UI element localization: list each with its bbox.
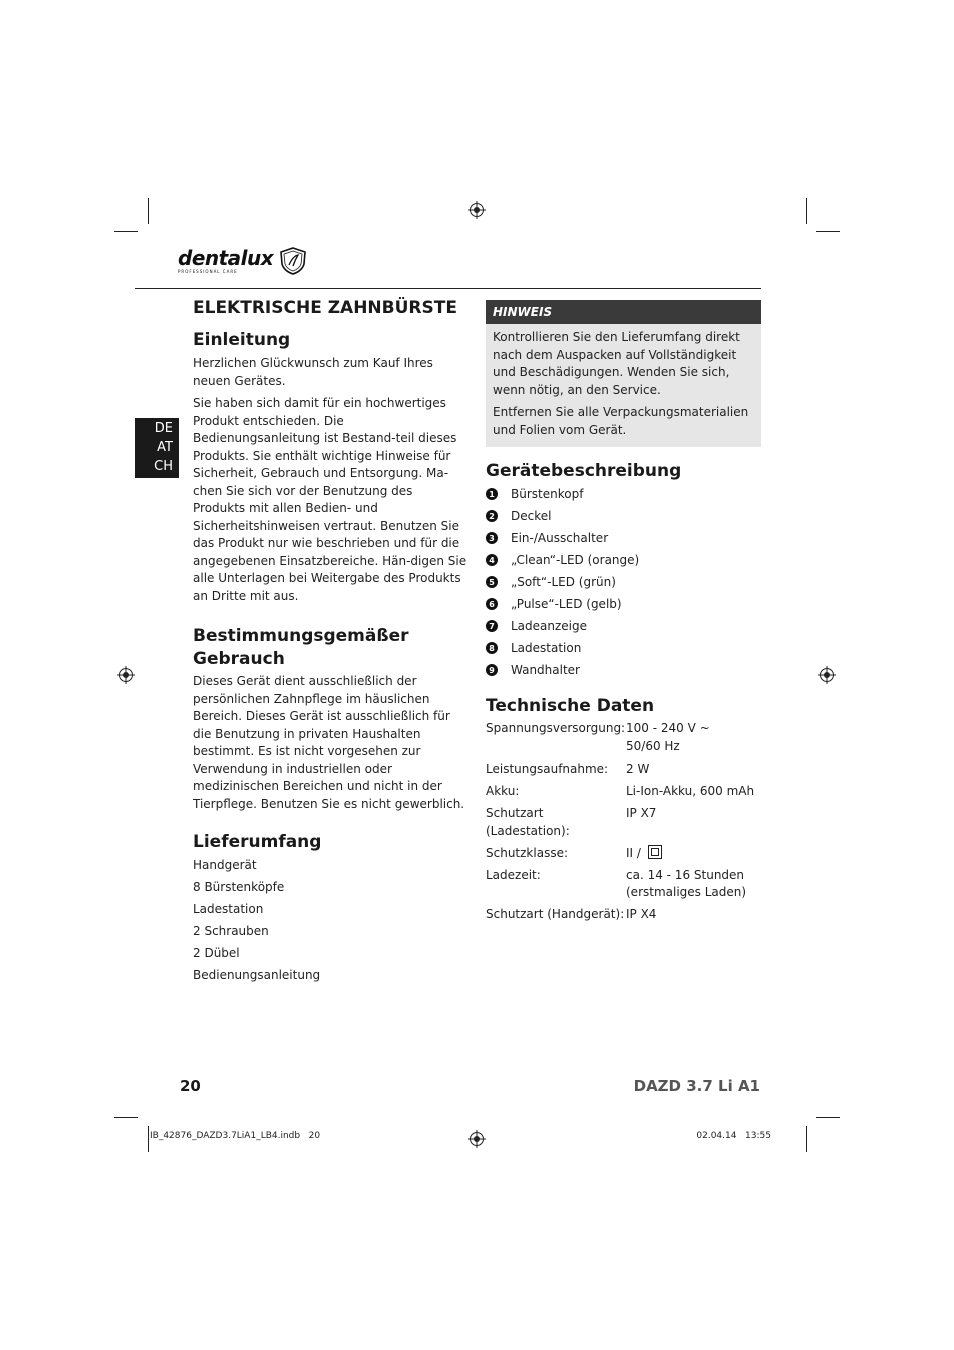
spec-row (486, 805, 761, 840)
list-item: 8 Bürstenköpfe (193, 880, 285, 894)
list-item (486, 549, 761, 571)
crop-mark (806, 1126, 807, 1152)
list-item (486, 637, 761, 659)
logo-wordmark: dentalux (178, 246, 274, 270)
spec-value (626, 867, 761, 902)
part-label: Ladeanzeige (511, 619, 588, 633)
model-number: DAZD 3.7 Li A1 (633, 1077, 760, 1095)
note-heading: HINWEIS (486, 300, 761, 324)
specs-heading: Technische Daten (486, 696, 655, 716)
spec-value-line: ca. 14 - 16 Stunden (626, 867, 745, 882)
crop-mark (114, 1117, 138, 1118)
crop-mark (816, 1117, 840, 1118)
page-number: 20 (180, 1077, 201, 1095)
registration-mark-icon (468, 1130, 486, 1148)
spec-value: 2 W (626, 762, 650, 776)
spec-label: Schutzart (Handgerät): (486, 907, 625, 921)
specs-table (486, 720, 761, 924)
spec-label: Leistungsaufnahme: (486, 762, 609, 776)
number-badge: 5 (486, 576, 498, 588)
number-badge: 6 (486, 598, 498, 610)
number-badge: 1 (486, 488, 498, 500)
list-item (486, 615, 761, 637)
registration-mark-icon (818, 666, 836, 684)
page-title: ELEKTRISCHE ZAHNBÜRSTE (193, 298, 457, 318)
spec-row (486, 783, 761, 801)
list-item: Handgerät (193, 858, 257, 872)
logo-subtext: PROFESSIONAL CARE (178, 269, 238, 274)
crop-mark (148, 1126, 149, 1152)
crop-mark (806, 198, 807, 224)
spec-value: IP X7 (626, 806, 657, 820)
shield-logo-icon (278, 246, 308, 276)
list-item: Ladestation (193, 902, 264, 916)
brand-logo (178, 246, 308, 276)
spec-row (486, 720, 761, 755)
number-badge: 8 (486, 642, 498, 654)
spec-value: IP X4 (626, 907, 657, 921)
registration-mark-icon (468, 201, 486, 219)
left-column (193, 296, 468, 986)
list-item (486, 593, 761, 615)
parts-heading: Gerätebeschreibung (486, 461, 682, 481)
spec-label: Akku: (486, 784, 520, 798)
part-label: Deckel (511, 509, 552, 523)
intro-paragraph-1: Herzlichen Glückwunsch zum Kauf Ihres neuen Gerätes. (193, 356, 433, 388)
list-item (486, 659, 761, 681)
list-item: 2 Dübel (193, 946, 240, 960)
part-label: „Soft“-LED (grün) (511, 575, 616, 589)
number-badge: 2 (486, 510, 498, 522)
usage-heading-line1: Bestimmungsgemäßer (193, 626, 409, 646)
list-item: 2 Schrauben (193, 924, 269, 938)
protection-class-ii-icon (648, 845, 662, 859)
spec-value (626, 720, 761, 755)
part-label: „Clean“-LED (orange) (511, 553, 640, 567)
parts-list (486, 483, 761, 681)
spec-value-line: 100 - 240 V ~ (626, 721, 710, 735)
note-box (486, 300, 761, 447)
crop-mark (114, 231, 138, 232)
number-badge: 9 (486, 664, 498, 676)
spec-label: Spannungsversorgung: (486, 721, 626, 735)
number-badge: 4 (486, 554, 498, 566)
number-badge: 3 (486, 532, 498, 544)
spec-value-line: 50/60 Hz (626, 738, 680, 753)
list-item (486, 527, 761, 549)
intro-paragraph-2: Sie haben sich damit für ein hochwertiges Produkt entschieden. Die Bedienungsanleitung ist Bestand-teil dieses Produkts. Sie enthält wichtige Hinweise für Sicherheit, Gebrauch und Entsorgung. Ma-chen Sie sich vor der Benutzung des Produkts mit allen Bedien- und Sicherheitshinweisen vertraut. Benutzen Sie das Produkt nur wie beschrieben und für die angegebenen Einsatzbereiche. Hän-digen Sie alle Unterlagen bei Weitergabe des Produkts an Dritte mit aus. (193, 396, 467, 603)
part-label: Wandhalter (511, 663, 580, 677)
part-label: „Pulse“-LED (gelb) (511, 597, 622, 611)
crop-mark (816, 231, 840, 232)
spec-row (486, 845, 761, 863)
language-tab (135, 418, 179, 478)
spec-value-line: II / (626, 845, 641, 860)
spec-value (626, 845, 761, 863)
list-item (486, 483, 761, 505)
lang-de: DE (154, 421, 173, 436)
spec-row (486, 906, 761, 924)
spec-row (486, 761, 761, 779)
right-column (486, 300, 761, 924)
spec-value-line: (erstmaliges Laden) (626, 885, 747, 899)
lang-ch: CH (154, 459, 173, 474)
list-item (486, 571, 761, 593)
usage-heading-line2: Gebrauch (193, 649, 285, 669)
spec-label: Ladezeit: (486, 867, 541, 882)
number-badge: 7 (486, 620, 498, 632)
note-paragraph-2: Entfernen Sie alle Verpackungsmaterialien und Folien vom Gerät. (493, 405, 749, 437)
part-label: Ein-/Ausschalter (511, 531, 609, 545)
usage-paragraph: Dieses Gerät dient ausschließlich der persönlichen Zahnpflege im häuslichen Bereich. Dieses Gerät ist ausschließlich für die Benutzung in privaten Haushalten bestimmt. Es ist nicht vorgesehen zur Verwendung in industriellen oder medizinischen Bereichen und nicht in der Tierpflege. Benutzen Sie es nicht gewerblich. (193, 674, 465, 811)
scope-list (193, 854, 468, 986)
print-file-info: IB_42876_DAZD3.7LiA1_LB4.indb 20 (150, 1131, 321, 1141)
spec-value: Li-Ion-Akku, 600 mAh (626, 784, 755, 798)
note-body (486, 324, 761, 447)
registration-mark-icon (117, 666, 135, 684)
lang-at: AT (157, 440, 173, 455)
list-item: Bedienungsanleitung (193, 968, 321, 982)
header-rule (135, 288, 761, 289)
list-item (486, 505, 761, 527)
part-label: Bürstenkopf (511, 487, 584, 501)
spec-row (486, 867, 761, 902)
part-label: Ladestation (511, 641, 582, 655)
crop-mark (148, 198, 149, 224)
intro-heading: Einleitung (193, 330, 291, 350)
note-paragraph-1: Kontrollieren Sie den Lieferumfang direkt nach dem Auspacken auf Vollständigkeit und Beschädigungen. Wenden Sie sich, wenn nötig, an den Service. (493, 330, 740, 397)
print-date-info: 02.04.14 13:55 (696, 1131, 771, 1141)
spec-label: Schutzklasse: (486, 845, 568, 860)
spec-label: Schutzart (Ladestation): (486, 806, 570, 838)
scope-heading: Lieferumfang (193, 832, 322, 852)
